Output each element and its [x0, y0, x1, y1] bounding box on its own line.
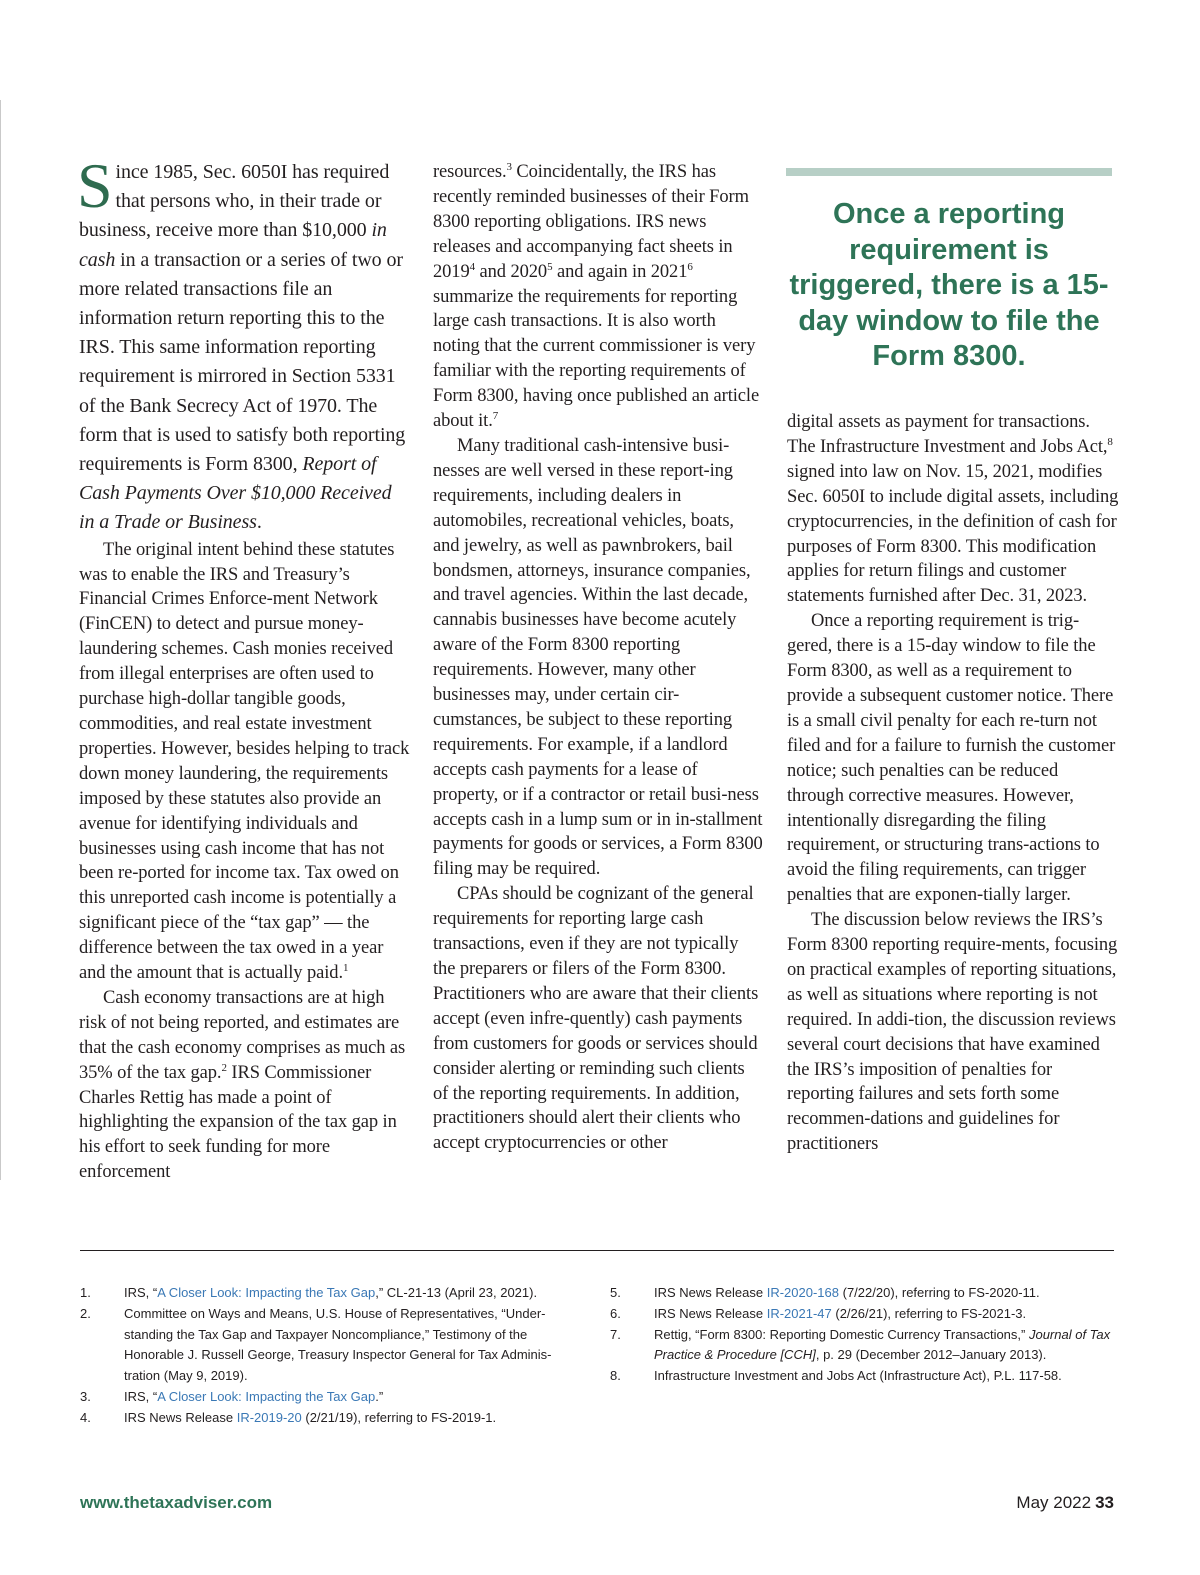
footer-folio — [1016, 1493, 1114, 1513]
footnote-ref: 6 — [687, 260, 693, 273]
footnote-item: 2. Committee on Ways and Means, U.S. House of Representatives, “Under-standing the Tax Gap and Taxpayer Noncompliance,” Testimony of the Honorable J. Russell George, Treasury Inspector General for Tax Adminis-tration (May 9, 2019). — [80, 1305, 552, 1384]
footnote-ref: 2 — [221, 1061, 227, 1074]
paragraph: The original intent behind these statutes was to enable the IRS and Treasury’s Financial Crimes Enforce-ment Network (FinCEN) to detect and pursue money-laundering schemes. Cash monies received from illegal enterprises are often used to purchase high-dollar tangible goods, commodities, and real estate investment properties. However, besides helping to track down money laundering, the requirements imposed by these statutes also provide an avenue for identifying individuals and businesses using cash income that has not been re-ported for income tax. Tax owed on this unreported cash income is potentially a significant piece of the “tax gap” — the difference between the tax owed in a year and the amount that is actually paid.$^1$ — [79, 539, 410, 984]
paragraph: CPAs should be cognizant of the general requirements for reporting large cash transactions, even if they are not typically the preparers or filers of the Form 8300. Practitioners who are aware that their clients accept (even infre-quently) cash payments from customers for goods or services should consider alerting or reminding such clients of the reporting requirements. In addition, practitioners should alert their clients who accept cryptocurrencies or other — [433, 884, 759, 1154]
footnote-ref: 7 — [492, 410, 499, 423]
pullquote: Once a reporting requirement is triggered, there is a 15-day window to file the Form 8300. — [789, 198, 1109, 372]
footnote-ref: 8 — [1107, 435, 1113, 448]
paragraph: Once a reporting requirement is trig-gered, there is a 15-day window to file the Form 8300, as well as a requirement to provide a subsequent customer notice. There is a small civil penalty for each re-turn not filed and for a failure to furnish the customer notice; such penalties can be reduced through corrective measures. However, intentionally disregarding the filing requirement, or structuring trans-actions to avoid the filing requirements, can trigger penalties that are exponen-tially larger. — [787, 611, 1116, 906]
footnote-ref: 1 — [342, 962, 349, 975]
footnote-link[interactable]: A Closer Look: Impacting the Tax Gap — [157, 1285, 376, 1300]
lead-paragraph: Since 1985, Sec. 6050I has required that persons who, in their trade or business, receive more than $10,000 in cash in a transaction or a series of two or more related transactions file an information return reporting this to the IRS. This same information reporting requirement is mirrored in Section 5331 of the Bank Secrecy Act of 1970. The form that is used to satisfy both reporting requirements is Form 8300, Report of Cash Payments Over $10,000 Received in a Trade or Business. — [77, 150, 406, 534]
footnote-link[interactable]: IR-2019-20 — [236, 1409, 302, 1425]
article-column-1 — [77, 150, 411, 1185]
page-number: 33 — [1095, 1493, 1114, 1512]
footnote-item: 1. IRS, “A Closer Look: Impacting the Tax Gap,” CL-21-13 (April 23, 2021). — [80, 1285, 538, 1300]
footnote-link[interactable]: IR-2020-168 — [766, 1285, 839, 1300]
form-title: Report of Cash Payments Over $10,000 Received in a Trade or Business — [79, 453, 392, 534]
footnote-divider — [80, 1250, 1114, 1251]
article-column-3 — [787, 410, 1119, 1157]
footnote-ref: 4 — [469, 260, 476, 273]
paragraph: The discussion below reviews the IRS’s Form 8300 reporting require-ments, focusing on practical examples of reporting situations, as well as situations where reporting is not required. In addi-tion, the discussion reviews several court decisions that have examined the IRS’s imposition of penalties for reporting failures and sets forth some recommen-dations and guidelines for practitioners — [787, 910, 1118, 1155]
footnote-item: 3. IRS, “A Closer Look: Impacting the Tax Gap.” — [80, 1388, 384, 1404]
paragraph: Many traditional cash-intensive busi-nesses are well versed in these report-ing requirements, including dealers in automobiles, recreational vehicles, boats, and jewelry, as well as pawnbrokers, bail bondsmen, attorneys, insurance companies, and travel agencies. Within the last decade, cannabis businesses have become acutely aware of the Form 8300 reporting requirements. However, many other businesses may, under certain cir-cumstances, be subject to these reporting requirements. For example, if a landlord accepts cash payments for a lease of property, or if a contractor or retail busi-ness accepts cash in a lump sum or in in-stallment payments for goods or services, a Form 8300 filing may be required. — [433, 435, 763, 880]
article-column-2 — [433, 160, 763, 1156]
footer-url-link[interactable]: www.thetaxadviser.com — [80, 1493, 273, 1512]
issue-date: May 2022 — [1016, 1493, 1092, 1512]
left-margin-rule — [0, 100, 1, 1180]
pullquote-rule — [786, 168, 1112, 176]
footnote-item: 4. IRS News Release IR-2019-20 (2/21/19), referring to FS-2019-1. — [80, 1409, 497, 1425]
footnote-list-left — [80, 1283, 580, 1429]
footnote-item: 6. IRS News Release IR-2021-47 (2/26/21), referring to FS-2021-3. — [610, 1305, 1027, 1321]
paragraph: digital assets as payment for transactions. The Infrastructure Investment and Jobs Act,$^8$ signed into law on Nov. 15, 2021, modifies Sec. 6050I to include digital assets, including cryptocurrencies, in the definition of cash for purposes of Form 8300. This modification applies for return filings and customer statements furnished after Dec. 31, 2023. — [787, 412, 1119, 607]
footnote-link[interactable]: A Closer Look: Impacting the Tax Gap — [157, 1388, 376, 1404]
footnote-item: 8. Infrastructure Investment and Jobs Act (Infrastructure Act), P.L. 117-58. — [610, 1368, 1062, 1384]
footnote-list-right — [610, 1283, 1115, 1387]
footnote-ref: 3 — [506, 161, 512, 173]
footnote-ref: 5 — [547, 260, 553, 273]
footnote-item: 5. IRS News Release IR-2020-168 (7/22/20), referring to FS-2020-11. — [610, 1285, 1040, 1300]
drop-cap: S — [77, 150, 113, 221]
footnote-item: 7. Rettig, “Form 8300: Reporting Domestic Currency Transactions,” Journal of Tax Practice & Procedure [CCH], p. 29 (December 2012–January 2013). — [610, 1326, 1111, 1363]
paragraph: Cash economy transactions are at high risk of not being reported, and estimates are that the cash economy comprises as much as 35% of the tax gap.$^2$ IRS Commissioner Charles Rettig has made a point of highlighting the expansion of the tax gap in his effort to seek funding for more enforcement — [79, 987, 406, 1183]
footnote-link[interactable]: IR-2021-47 — [766, 1305, 832, 1321]
paragraph: resources.$^3$ Coincidentally, the IRS has recently reminded businesses of their Form 8300 reporting obligations. IRS news releases and accompanying fact sheets in 2019$^4$ and 2020$^5$ and again in 2021$^6$ summarize the requirements for reporting large cash transactions. It is also worth noting that the current commissioner is very familiar with the reporting requirements of Form 8300, having once published an article about it.$^7$ — [433, 161, 760, 432]
